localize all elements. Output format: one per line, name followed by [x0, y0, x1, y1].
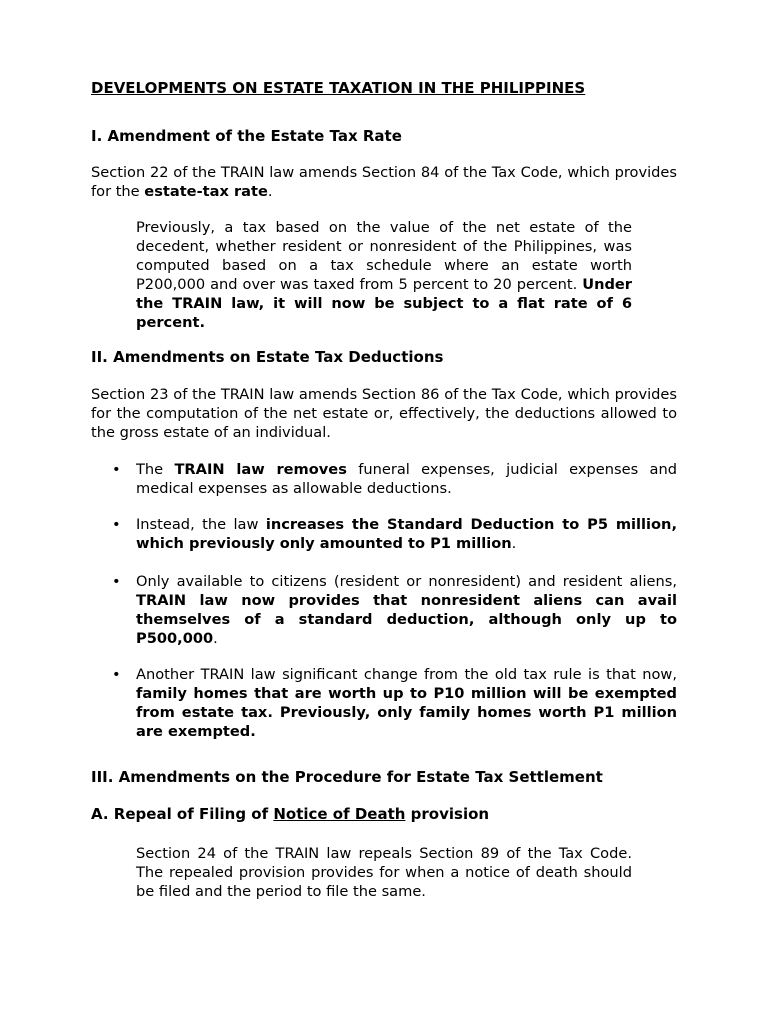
section-1-paragraph: Section 22 of the TRAIN law amends Section 84 of the Tax Code, which provides for the estate-tax rate.	[91, 164, 677, 200]
bullet-text-1: The TRAIN law removes funeral expenses, judicial expenses and medical expenses as allowable deductions.	[136, 461, 677, 497]
bullet-text-2: Instead, the law increases the Standard Deduction to P5 million, which previously only amounted to P1 million.	[136, 516, 677, 552]
bullet-icon: •	[112, 461, 121, 478]
bullet-icon: •	[112, 516, 121, 533]
bullet-text-3: Only available to citizens (resident or nonresident) and resident aliens, TRAIN law now provides that nonresident aliens can avail themselves of a standard deduction, although only up to P500,000.	[136, 573, 677, 647]
section-1-heading: I. Amendment of the Estate Tax Rate	[91, 127, 402, 145]
bullet-icon: •	[112, 573, 121, 590]
section-2-paragraph: Section 23 of the TRAIN law amends Section 86 of the Tax Code, which provides for the computation of the net estate or, effectively, the deductions allowed to the gross estate of an individual.	[91, 386, 677, 441]
section-3-subheading: A. Repeal of Filing of Notice of Death provision	[91, 805, 490, 823]
bullet-icon: •	[112, 666, 121, 683]
document-title: DEVELOPMENTS ON ESTATE TAXATION IN THE PHILIPPINES	[91, 79, 586, 97]
section-3-indented-paragraph: Section 24 of the TRAIN law repeals Section 89 of the Tax Code. The repealed provision provides for when a notice of death should be filed and the period to file the same.	[136, 845, 632, 900]
section-2-heading: II. Amendments on Estate Tax Deductions	[91, 348, 444, 366]
section-1-indented-paragraph: Previously, a tax based on the value of the net estate of the decedent, whether resident or nonresident of the Philippines, was computed based on a tax schedule where an estate worth P200,000 and over was taxed from 5 percent to 20 percent. Under the TRAIN law, it will now be subject to a flat rate of 6 percent.	[136, 219, 632, 331]
bullet-text-4: Another TRAIN law significant change from the old tax rule is that now, family homes that are worth up to P10 million will be exempted from estate tax. Previously, only family homes worth P1 million are exempted.	[136, 666, 677, 740]
section-3-heading: III. Amendments on the Procedure for Estate Tax Settlement	[91, 768, 603, 786]
